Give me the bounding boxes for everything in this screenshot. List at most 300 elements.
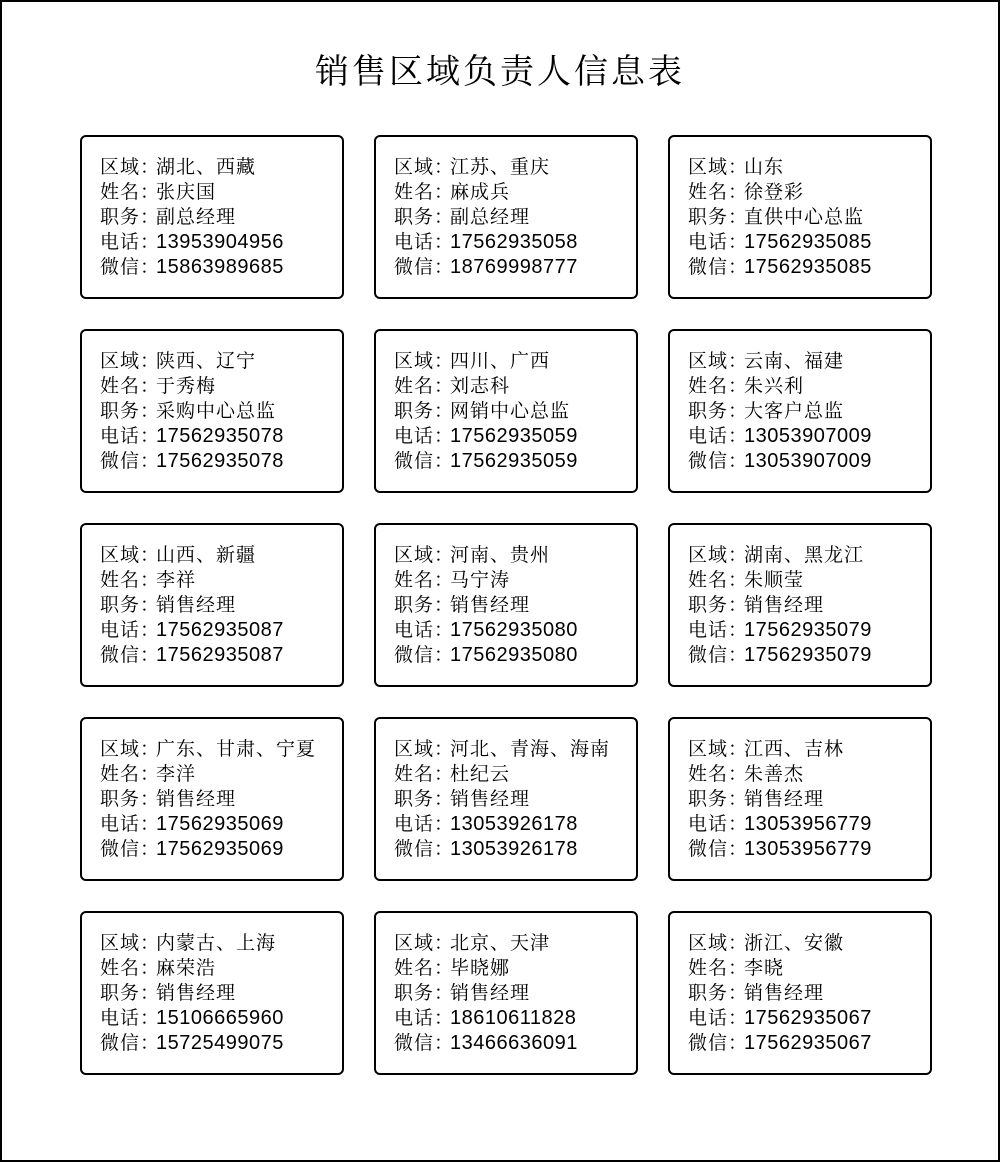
colon: ： [728,400,748,422]
region-row [100,931,342,956]
phone-row [394,618,636,643]
colon: ： [728,1007,748,1029]
wechat-row [394,255,636,280]
colon: ： [728,788,748,810]
wechat-value: 18769998777 [450,256,578,278]
colon: ： [140,569,160,591]
region-label: 区域 [688,156,729,178]
region-label: 区域 [688,738,729,760]
position-value: 副总经理 [156,206,237,228]
name-label: 姓名 [394,181,435,203]
region-value: 陕西、辽宁 [156,350,257,372]
phone-value: 13053907009 [744,425,872,447]
colon: ： [434,206,454,228]
wechat-label: 微信 [688,838,729,860]
position-value: 网销中心总监 [450,400,571,422]
phone-row [394,1006,636,1031]
phone-row [688,618,930,643]
wechat-row [394,837,636,862]
phone-label: 电话 [394,813,435,835]
position-value: 销售经理 [744,788,825,810]
phone-row [688,424,930,449]
phone-row [100,230,342,255]
name-label: 姓名 [100,763,141,785]
colon: ： [140,350,160,372]
region-row [394,737,636,762]
name-label: 姓名 [688,957,729,979]
colon: ： [434,231,454,253]
position-row [394,205,636,230]
phone-value: 17562935085 [744,231,872,253]
colon: ： [140,256,160,278]
position-row [394,981,636,1006]
colon: ： [728,544,748,566]
colon: ： [728,957,748,979]
colon: ： [140,594,160,616]
position-value: 销售经理 [450,982,531,1004]
phone-row [100,424,342,449]
phone-row [394,230,636,255]
phone-row [100,1006,342,1031]
position-label: 职务 [688,594,729,616]
name-row [688,568,930,593]
colon: ： [434,156,454,178]
position-value: 销售经理 [744,982,825,1004]
colon: ： [728,425,748,447]
colon: ： [140,231,160,253]
colon: ： [728,644,748,666]
wechat-value: 17562935069 [156,838,284,860]
wechat-label: 微信 [688,256,729,278]
name-label: 姓名 [394,375,435,397]
wechat-label: 微信 [100,1032,141,1054]
phone-label: 电话 [100,619,141,641]
phone-value: 18610611828 [450,1007,577,1029]
region-row [688,349,930,374]
position-label: 职务 [100,982,141,1004]
region-row [100,543,342,568]
position-label: 职务 [688,982,729,1004]
colon: ： [434,350,454,372]
wechat-row [100,1031,342,1056]
name-row [394,956,636,981]
wechat-label: 微信 [394,1032,435,1054]
position-row [688,593,930,618]
contact-card [374,135,638,299]
phone-row [688,1006,930,1031]
phone-label: 电话 [688,1007,729,1029]
colon: ： [728,350,748,372]
wechat-row [100,837,342,862]
name-value: 麻成兵 [450,181,511,203]
phone-value: 17562935058 [450,231,578,253]
region-label: 区域 [394,738,435,760]
colon: ： [140,400,160,422]
contact-card [374,717,638,881]
contact-card [374,523,638,687]
name-value: 朱兴利 [744,375,805,397]
region-label: 区域 [394,932,435,954]
wechat-row [688,643,930,668]
colon: ： [434,256,454,278]
phone-value: 17562935067 [744,1007,872,1029]
position-label: 职务 [394,206,435,228]
phone-label: 电话 [100,425,141,447]
contact-card [80,135,344,299]
name-row [394,180,636,205]
wechat-row [394,449,636,474]
position-label: 职务 [394,400,435,422]
colon: ： [434,813,454,835]
colon: ： [728,156,748,178]
position-label: 职务 [100,788,141,810]
phone-value: 17562935087 [156,619,284,641]
region-label: 区域 [394,544,435,566]
wechat-value: 17562935079 [744,644,872,666]
colon: ： [434,425,454,447]
region-value: 浙江、安徽 [744,932,845,954]
phone-row [394,812,636,837]
colon: ： [434,982,454,1004]
region-value: 湖北、西藏 [156,156,257,178]
colon: ： [434,400,454,422]
position-value: 大客户总监 [744,400,845,422]
phone-label: 电话 [394,1007,435,1029]
position-value: 销售经理 [156,594,237,616]
position-value: 采购中心总监 [156,400,277,422]
colon: ： [140,1007,160,1029]
phone-row [100,618,342,643]
phone-row [688,812,930,837]
wechat-row [688,837,930,862]
name-value: 毕晓娜 [450,957,511,979]
name-label: 姓名 [394,569,435,591]
name-label: 姓名 [100,181,141,203]
region-label: 区域 [688,350,729,372]
region-label: 区域 [100,544,141,566]
name-row [394,374,636,399]
name-value: 麻荣浩 [156,957,217,979]
wechat-value: 17562935080 [450,644,578,666]
region-value: 云南、福建 [744,350,845,372]
position-value: 销售经理 [156,788,237,810]
region-row [688,931,930,956]
contact-card [668,329,932,493]
region-label: 区域 [394,350,435,372]
phone-value: 17562935059 [450,425,578,447]
position-row [394,787,636,812]
colon: ： [140,738,160,760]
region-value: 四川、广西 [450,350,551,372]
colon: ： [434,738,454,760]
wechat-label: 微信 [688,1032,729,1054]
colon: ： [434,569,454,591]
contact-card [80,717,344,881]
wechat-label: 微信 [394,838,435,860]
wechat-value: 13466636091 [450,1032,578,1054]
colon: ： [140,644,160,666]
position-label: 职务 [394,594,435,616]
region-value: 河北、青海、海南 [450,738,611,760]
wechat-label: 微信 [100,644,141,666]
colon: ： [140,544,160,566]
position-value: 直供中心总监 [744,206,865,228]
name-value: 徐登彩 [744,181,805,203]
region-label: 区域 [688,932,729,954]
phone-value: 13053956779 [744,813,872,835]
position-row [688,787,930,812]
colon: ： [434,181,454,203]
name-value: 朱善杰 [744,763,805,785]
position-value: 销售经理 [450,594,531,616]
contact-card [668,135,932,299]
name-row [100,374,342,399]
name-row [100,956,342,981]
wechat-value: 13053926178 [450,838,578,860]
wechat-row [394,643,636,668]
wechat-value: 17562935078 [156,450,284,472]
region-label: 区域 [100,350,141,372]
phone-row [688,230,930,255]
phone-value: 17562935080 [450,619,578,641]
phone-value: 17562935079 [744,619,872,641]
region-row [100,155,342,180]
colon: ： [728,813,748,835]
colon: ： [434,763,454,785]
name-label: 姓名 [100,375,141,397]
name-row [688,762,930,787]
position-label: 职务 [688,400,729,422]
colon: ： [434,644,454,666]
wechat-row [100,643,342,668]
phone-label: 电话 [100,231,141,253]
phone-label: 电话 [394,619,435,641]
contact-card [668,911,932,1075]
position-label: 职务 [100,206,141,228]
wechat-value: 17562935087 [156,644,284,666]
wechat-label: 微信 [688,644,729,666]
colon: ： [434,957,454,979]
region-label: 区域 [394,156,435,178]
region-row [394,543,636,568]
region-row [100,349,342,374]
region-value: 内蒙古、上海 [156,932,277,954]
colon: ： [728,231,748,253]
colon: ： [140,375,160,397]
position-label: 职务 [394,788,435,810]
colon: ： [434,619,454,641]
name-label: 姓名 [688,375,729,397]
region-value: 北京、天津 [450,932,551,954]
colon: ： [140,813,160,835]
phone-value: 13053926178 [450,813,578,835]
region-value: 江西、吉林 [744,738,845,760]
position-value: 销售经理 [450,788,531,810]
wechat-label: 微信 [100,838,141,860]
name-row [688,374,930,399]
region-label: 区域 [100,738,141,760]
name-value: 马宁涛 [450,569,511,591]
contact-card-grid [80,135,932,1075]
wechat-value: 17562935059 [450,450,578,472]
position-row [100,981,342,1006]
colon: ： [140,425,160,447]
region-row [688,737,930,762]
colon: ： [140,181,160,203]
wechat-label: 微信 [394,256,435,278]
contact-card [374,329,638,493]
region-row [688,543,930,568]
colon: ： [140,206,160,228]
colon: ： [140,763,160,785]
colon: ： [140,932,160,954]
wechat-label: 微信 [100,256,141,278]
wechat-row [688,449,930,474]
phone-value: 13953904956 [156,231,284,253]
position-row [100,787,342,812]
contact-card [80,329,344,493]
name-row [100,762,342,787]
wechat-row [100,255,342,280]
position-label: 职务 [100,594,141,616]
position-label: 职务 [688,206,729,228]
name-row [394,568,636,593]
phone-label: 电话 [688,813,729,835]
colon: ： [728,206,748,228]
wechat-label: 微信 [394,644,435,666]
colon: ： [434,450,454,472]
position-value: 销售经理 [744,594,825,616]
phone-label: 电话 [394,231,435,253]
colon: ： [728,569,748,591]
colon: ： [434,788,454,810]
position-row [688,399,930,424]
colon: ： [728,982,748,1004]
name-label: 姓名 [688,763,729,785]
page-title: 销售区域负责人信息表 [315,52,685,92]
phone-value: 17562935069 [156,813,284,835]
region-value: 江苏、重庆 [450,156,551,178]
position-row [394,399,636,424]
name-label: 姓名 [394,957,435,979]
wechat-value: 13053956779 [744,838,872,860]
wechat-row [394,1031,636,1056]
name-value: 杜纪云 [450,763,511,785]
colon: ： [434,1007,454,1029]
colon: ： [728,181,748,203]
wechat-row [688,255,930,280]
wechat-value: 13053907009 [744,450,872,472]
colon: ： [140,957,160,979]
phone-label: 电话 [394,425,435,447]
contact-card [80,911,344,1075]
contact-card [80,523,344,687]
region-value: 湖南、黑龙江 [744,544,865,566]
region-label: 区域 [100,156,141,178]
name-label: 姓名 [688,181,729,203]
region-row [394,349,636,374]
wechat-value: 17562935085 [744,256,872,278]
name-row [100,180,342,205]
wechat-label: 微信 [394,450,435,472]
phone-label: 电话 [688,231,729,253]
wechat-value: 15863989685 [156,256,284,278]
name-row [688,180,930,205]
region-row [100,737,342,762]
colon: ： [728,932,748,954]
position-value: 销售经理 [156,982,237,1004]
wechat-label: 微信 [688,450,729,472]
name-row [688,956,930,981]
colon: ： [140,450,160,472]
wechat-row [100,449,342,474]
colon: ： [728,1032,748,1054]
phone-row [100,812,342,837]
region-value: 山东 [744,156,785,178]
phone-label: 电话 [100,813,141,835]
wechat-value: 15725499075 [156,1032,284,1054]
name-value: 刘志科 [450,375,511,397]
region-value: 山西、新疆 [156,544,257,566]
position-row [688,205,930,230]
colon: ： [140,619,160,641]
colon: ： [434,544,454,566]
name-value: 张庆国 [156,181,217,203]
colon: ： [728,450,748,472]
region-row [688,155,930,180]
contact-card [668,523,932,687]
name-label: 姓名 [100,957,141,979]
position-row [100,205,342,230]
colon: ： [728,375,748,397]
position-label: 职务 [394,982,435,1004]
colon: ： [140,156,160,178]
name-value: 朱顺莹 [744,569,805,591]
name-label: 姓名 [394,763,435,785]
phone-row [394,424,636,449]
position-row [100,399,342,424]
wechat-row [688,1031,930,1056]
position-value: 副总经理 [450,206,531,228]
colon: ： [140,1032,160,1054]
phone-label: 电话 [688,425,729,447]
colon: ： [434,375,454,397]
colon: ： [434,594,454,616]
colon: ： [728,738,748,760]
name-label: 姓名 [100,569,141,591]
colon: ： [140,982,160,1004]
name-value: 李晓 [744,957,785,979]
position-row [394,593,636,618]
colon: ： [434,1032,454,1054]
region-value: 广东、甘肃、宁夏 [156,738,317,760]
phone-label: 电话 [688,619,729,641]
contact-card [374,911,638,1075]
colon: ： [728,619,748,641]
region-row [394,155,636,180]
wechat-label: 微信 [100,450,141,472]
region-value: 河南、贵州 [450,544,551,566]
position-label: 职务 [100,400,141,422]
region-label: 区域 [100,932,141,954]
phone-label: 电话 [100,1007,141,1029]
position-row [100,593,342,618]
name-value: 李祥 [156,569,197,591]
name-row [100,568,342,593]
wechat-value: 17562935067 [744,1032,872,1054]
position-label: 职务 [688,788,729,810]
colon: ： [434,932,454,954]
